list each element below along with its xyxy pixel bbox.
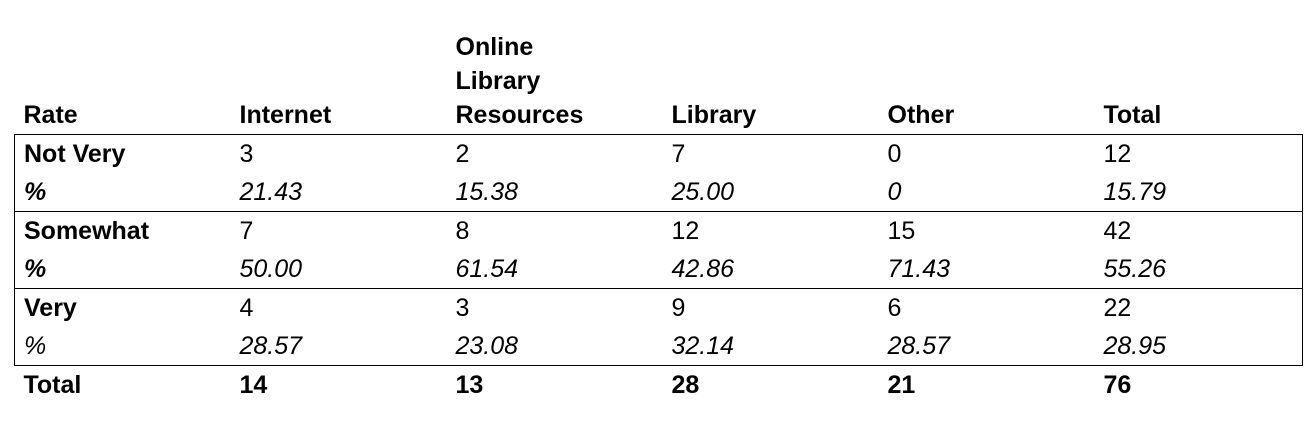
table-row-somewhat-percent xyxy=(15,250,1303,289)
cell-library: 7 xyxy=(663,135,879,174)
cell-total: 42 xyxy=(1095,212,1303,251)
header-online-line-3: Resources xyxy=(455,101,584,129)
row-label: Very xyxy=(15,289,231,328)
header-other: Other xyxy=(887,101,955,129)
header-row xyxy=(15,30,1303,135)
table-body xyxy=(15,135,1303,405)
header-online-library-resources xyxy=(447,30,663,135)
header-rate: Rate xyxy=(23,101,78,129)
header-internet: Internet xyxy=(239,101,332,129)
cell-online: 3 xyxy=(447,289,663,328)
cell-other: 28.57 xyxy=(879,327,1095,366)
cell-online: 13 xyxy=(455,371,484,399)
table-row-somewhat-count xyxy=(15,212,1303,251)
rating-table xyxy=(14,30,1303,404)
row-label: Somewhat xyxy=(15,212,231,251)
row-label: % xyxy=(15,327,231,366)
cell-total: 12 xyxy=(1095,135,1303,174)
cell-online: 23.08 xyxy=(447,327,663,366)
table-row-very-count xyxy=(15,289,1303,328)
row-label: Total xyxy=(23,371,82,399)
cell-internet: 50.00 xyxy=(231,250,447,289)
header-library: Library xyxy=(671,101,757,129)
cell-total: 28.95 xyxy=(1095,327,1303,366)
cell-library: 25.00 xyxy=(663,173,879,212)
cell-library: 28 xyxy=(671,371,700,399)
table-row-not-very-percent xyxy=(15,173,1303,212)
cell-internet: 4 xyxy=(231,289,447,328)
cell-library: 12 xyxy=(663,212,879,251)
cell-online: 15.38 xyxy=(447,173,663,212)
header-online-line-1: Online xyxy=(455,33,534,61)
cell-total: 76 xyxy=(1103,371,1132,399)
table-row-not-very-count xyxy=(15,135,1303,174)
cell-library: 32.14 xyxy=(663,327,879,366)
table-row-very-percent xyxy=(15,327,1303,366)
cell-total: 22 xyxy=(1095,289,1303,328)
row-label: Not Very xyxy=(15,135,231,174)
cell-internet: 14 xyxy=(239,371,268,399)
header-total: Total xyxy=(1103,101,1162,129)
cell-other: 15 xyxy=(879,212,1095,251)
cell-other: 0 xyxy=(879,135,1095,174)
header-online-line-2: Library xyxy=(455,67,541,95)
cell-internet: 21.43 xyxy=(231,173,447,212)
cell-other: 6 xyxy=(879,289,1095,328)
cell-internet: 28.57 xyxy=(231,327,447,366)
cell-total: 55.26 xyxy=(1095,250,1303,289)
table-row-total xyxy=(15,366,1303,405)
row-label: % xyxy=(15,173,231,212)
cell-online: 61.54 xyxy=(447,250,663,289)
cell-library: 9 xyxy=(663,289,879,328)
table-header xyxy=(15,30,1303,135)
row-label: % xyxy=(15,250,231,289)
cell-internet: 7 xyxy=(231,212,447,251)
cell-other: 21 xyxy=(887,371,916,399)
cell-online: 2 xyxy=(447,135,663,174)
cell-other: 71.43 xyxy=(879,250,1095,289)
cell-other: 0 xyxy=(879,173,1095,212)
cell-total: 15.79 xyxy=(1095,173,1303,212)
cell-library: 42.86 xyxy=(663,250,879,289)
cell-internet: 3 xyxy=(231,135,447,174)
cell-online: 8 xyxy=(447,212,663,251)
